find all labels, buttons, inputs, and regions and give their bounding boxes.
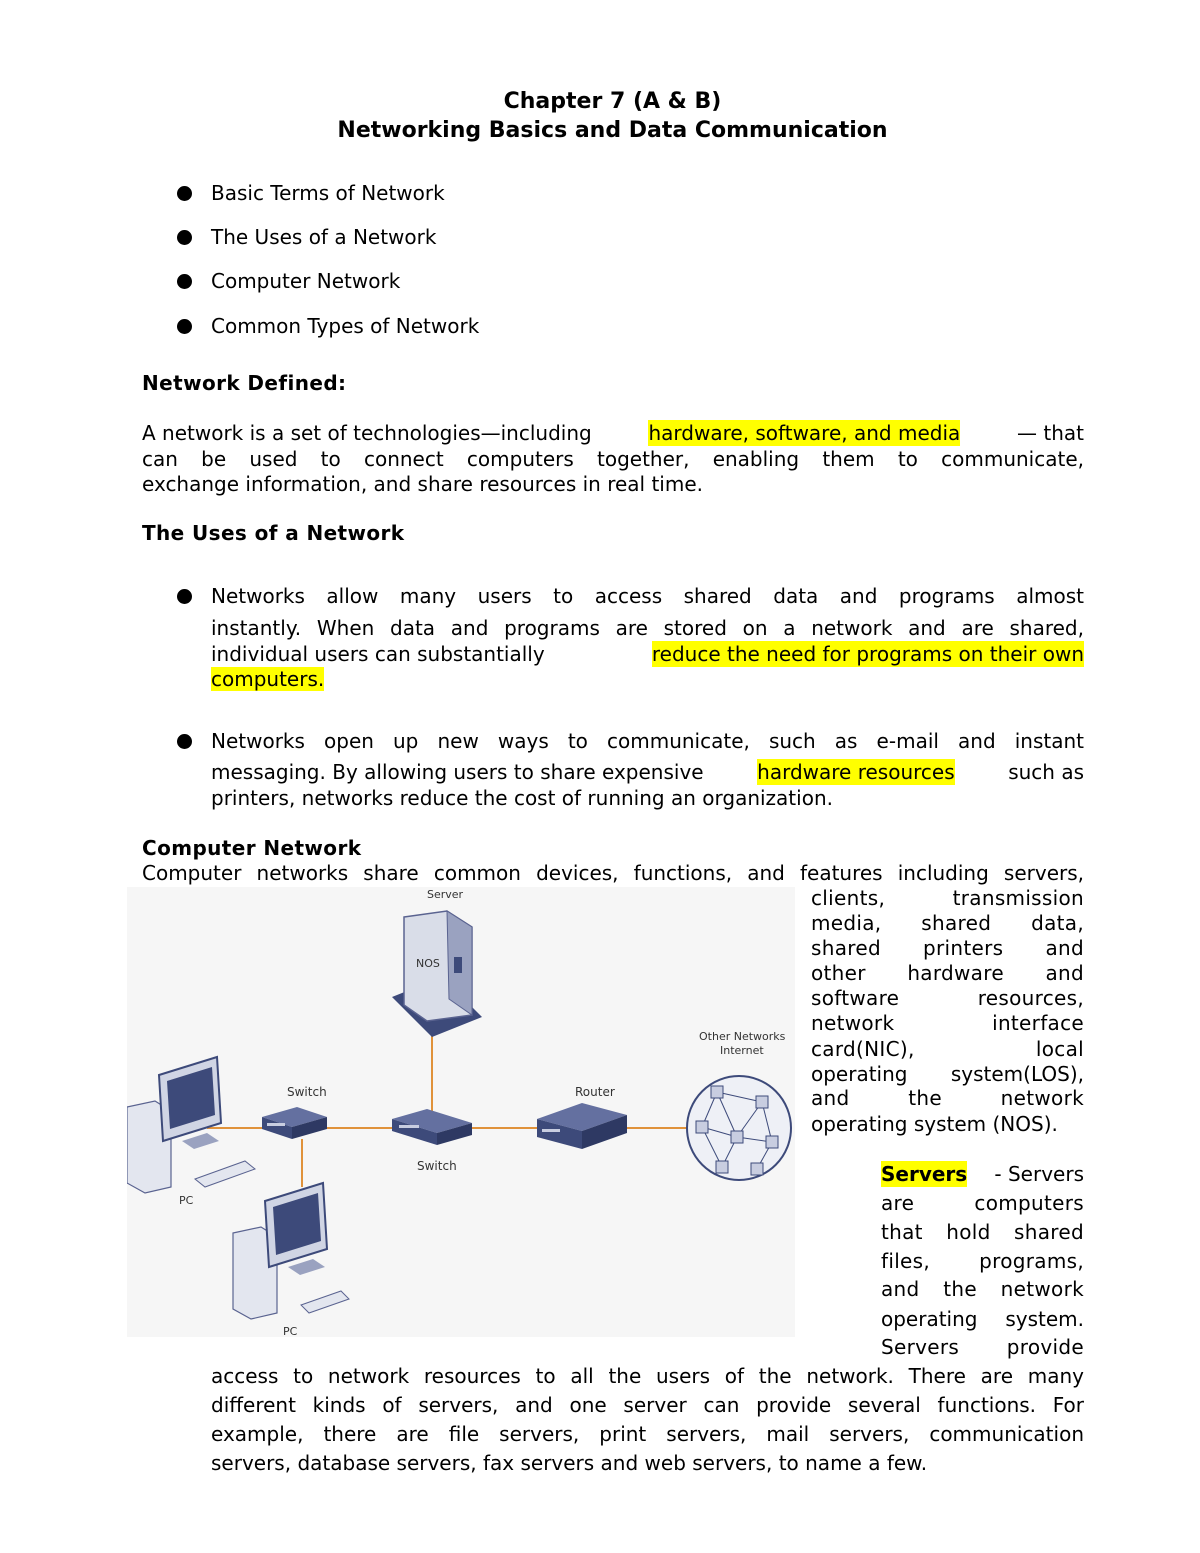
paragraph-line: Networks allow many users to access shared data and programs almost bbox=[211, 584, 1084, 608]
section-heading-network-defined: Network Defined: bbox=[142, 371, 347, 395]
internet-label: Internet bbox=[720, 1044, 764, 1057]
router-label: Router bbox=[575, 1085, 615, 1099]
bullet-icon bbox=[177, 274, 192, 289]
side-line: clients, transmission bbox=[811, 886, 1084, 910]
paragraph-line: individual users can substantially reduce the need for programs on their own bbox=[211, 642, 1084, 666]
bullet-icon bbox=[177, 319, 192, 334]
highlight: Servers bbox=[881, 1162, 968, 1186]
servers-line: different kinds of servers, and one server can provide several functions. For bbox=[211, 1393, 1084, 1417]
servers-line: files, programs, bbox=[881, 1249, 1084, 1273]
paragraph-line: printers, networks reduce the cost of running an organization. bbox=[211, 786, 833, 810]
highlight: hardware, software, and media bbox=[648, 421, 961, 445]
highlight: reduce the need for programs on their own bbox=[651, 642, 1084, 666]
paragraph-line: Networks open up new ways to communicate, such as e-mail and instant bbox=[211, 729, 1084, 753]
switch-label: Switch bbox=[287, 1085, 327, 1099]
definition-line: exchange information, and share resources in real time. bbox=[142, 472, 703, 496]
paragraph-line: messaging. By allowing users to share expensive hardware resources such as bbox=[211, 760, 1084, 784]
servers-line: are computers bbox=[881, 1191, 1084, 1215]
definition-line: A network is a set of technologies—including hardware, software, and media — that bbox=[142, 421, 1084, 445]
definition-line: can be used to connect computers together, enabling them to communicate, bbox=[142, 447, 1084, 471]
side-line: software resources, bbox=[811, 986, 1084, 1010]
side-line: operating system (NOS). bbox=[811, 1112, 1058, 1136]
side-line: network interface bbox=[811, 1011, 1084, 1035]
bullet-icon bbox=[177, 734, 192, 749]
chapter-subtitle: Networking Basics and Data Communication bbox=[337, 118, 888, 143]
pc-label: PC bbox=[283, 1325, 298, 1337]
side-line: other hardware and bbox=[811, 961, 1084, 985]
bullet-icon bbox=[177, 230, 192, 245]
servers-line: operating system. bbox=[881, 1307, 1084, 1331]
side-line: shared printers and bbox=[811, 936, 1084, 960]
nos-label: NOS bbox=[416, 957, 440, 970]
pc-label: PC bbox=[179, 1194, 194, 1207]
bullet-icon bbox=[177, 186, 192, 201]
paragraph-line: Computer networks share common devices, functions, and features including servers, bbox=[142, 861, 1084, 885]
servers-line: Servers provide bbox=[881, 1335, 1084, 1359]
section-heading-uses: The Uses of a Network bbox=[142, 521, 405, 545]
paragraph-line bbox=[211, 666, 324, 692]
server-label: Server bbox=[427, 888, 464, 901]
highlight: computers. bbox=[211, 667, 325, 691]
highlight: hardware resources bbox=[757, 760, 955, 784]
servers-line: that hold shared bbox=[881, 1220, 1084, 1244]
bullet-icon bbox=[177, 589, 192, 604]
servers-line: example, there are file servers, print servers, mail servers, communication bbox=[211, 1422, 1084, 1446]
section-heading-computer-network: Computer Network bbox=[142, 836, 362, 860]
internet-icon bbox=[687, 1076, 791, 1180]
internet-label: Other Networks bbox=[699, 1030, 786, 1043]
servers-line: servers, database servers, fax servers and web servers, to name a few. bbox=[211, 1451, 928, 1475]
side-line: and the network bbox=[811, 1086, 1084, 1110]
servers-line: and the network bbox=[881, 1277, 1084, 1301]
network-diagram bbox=[127, 887, 795, 1337]
switch-label: Switch bbox=[417, 1159, 457, 1173]
paragraph-line: instantly. When data and programs are stored on a network and are shared, bbox=[211, 616, 1084, 640]
chapter-title: Chapter 7 (A & B) bbox=[503, 89, 722, 114]
document-page: Chapter 7 (A & B) Networking Basics and Data Communication Basic Terms of Network The Uses of a Network Computer Network Common Types of Network Network Defined: A network is a set of technologies—including hardware, software, and media — that can be used to connect computers together, enabling them to communicate, exchange information, and share resources in real time. The Uses of a Network Networks allow many users to access shared data and programs almost instantly. When data and programs are stored on a network and are shared, individual users can substantially reduce the need for programs on their own computers. Networks open up new ways to communicate, such as e-mail and instant messaging. By allowing users to share expensive hardware resources such as printers, networks reduce the cost of running an organization. Computer Network Computer networks share common devices, functions, and features including servers, clients, transmission media, shared data, shared printers and other hardware and software resources, network interface card(NIC), local operating system(LOS), and the network operating system (NOS). Servers - Servers are computers that hold shared files, programs, and the network operating system. Servers provide access to network resources to all the users of the network. There are many different kinds of servers, and one server can provide several functions. For example, there are file servers, print servers, mail servers, communication servers, database servers, fax servers and web servers, to name a few. Server NOS Switch Switch Router Other Networks Internet PC PC bbox=[0, 0, 1200, 1553]
servers-term-line: Servers - Servers bbox=[881, 1162, 1084, 1186]
side-line: operating system(LOS), bbox=[811, 1062, 1084, 1086]
side-line: card(NIC), local bbox=[811, 1037, 1084, 1061]
servers-line: access to network resources to all the users of the network. There are many bbox=[211, 1364, 1084, 1388]
side-line: media, shared data, bbox=[811, 911, 1084, 935]
